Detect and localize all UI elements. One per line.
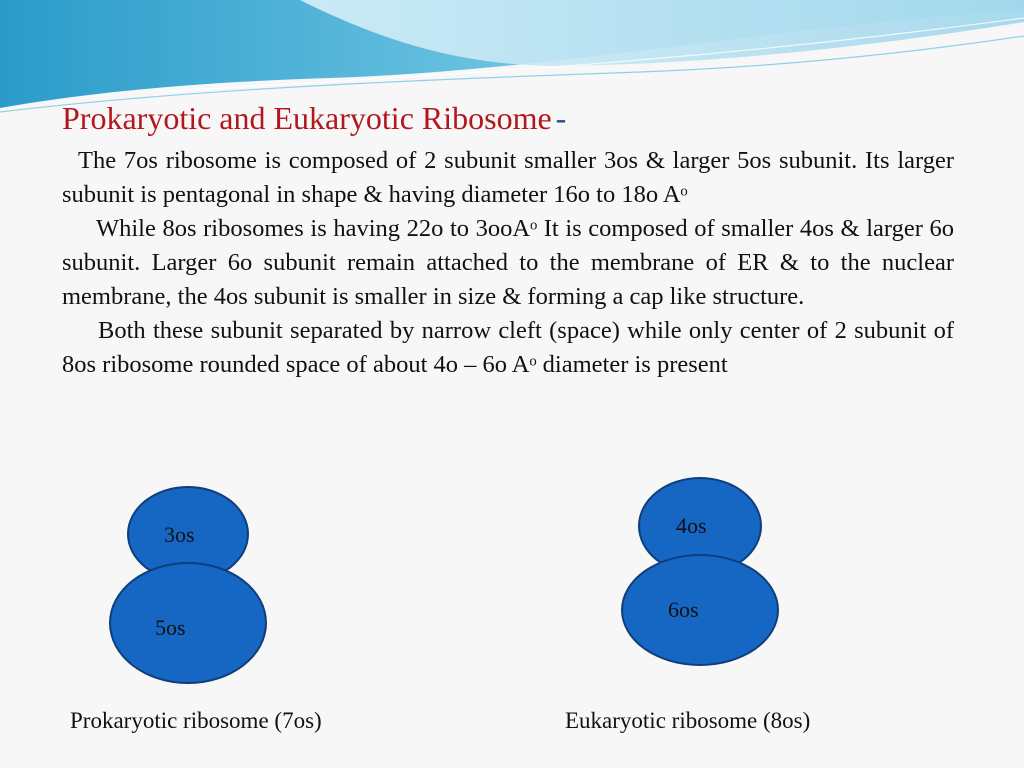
subunit-50s-label: 5os	[155, 615, 186, 640]
subunit-50s	[109, 562, 267, 684]
subunit-40s-label: 4os	[676, 513, 707, 538]
body-text	[62, 144, 954, 382]
slide-title	[62, 98, 566, 138]
eukaryotic-caption: Eukaryotic ribosome (8os)	[565, 708, 811, 733]
paragraph-70s: The 7os ribosome is composed of 2 subunit smaller 3os & larger 5os subunit. Its larger subunit is pentagonal in shape & having diameter 16o to 18o Aᵒ	[62, 147, 954, 208]
subunit-30s-label: 3os	[164, 522, 195, 547]
paragraph-80s: While 8os ribosomes is having 22o to 3ooAᵒ It is composed of smaller 4os & larger 6o subunit. Larger 6o subunit remain attached to the membrane of ER & to the nuclear membrane, the 4os subunit is smaller in size & forming a cap like structure.	[62, 215, 954, 310]
subunit-60s-label: 6os	[668, 597, 699, 622]
slide-title-text: Prokaryotic and Eukaryotic Ribosome	[62, 100, 552, 136]
paragraph-cleft: Both these subunit separated by narrow cleft (space) while only center of 2 subunit of 8os ribosome rounded space of about 4o – 6o Aᵒ diameter is present	[62, 317, 954, 378]
subunit-60s	[621, 554, 779, 666]
slide-title-dash: -	[555, 100, 567, 136]
prokaryotic-caption: Prokaryotic ribosome (7os)	[70, 708, 322, 733]
